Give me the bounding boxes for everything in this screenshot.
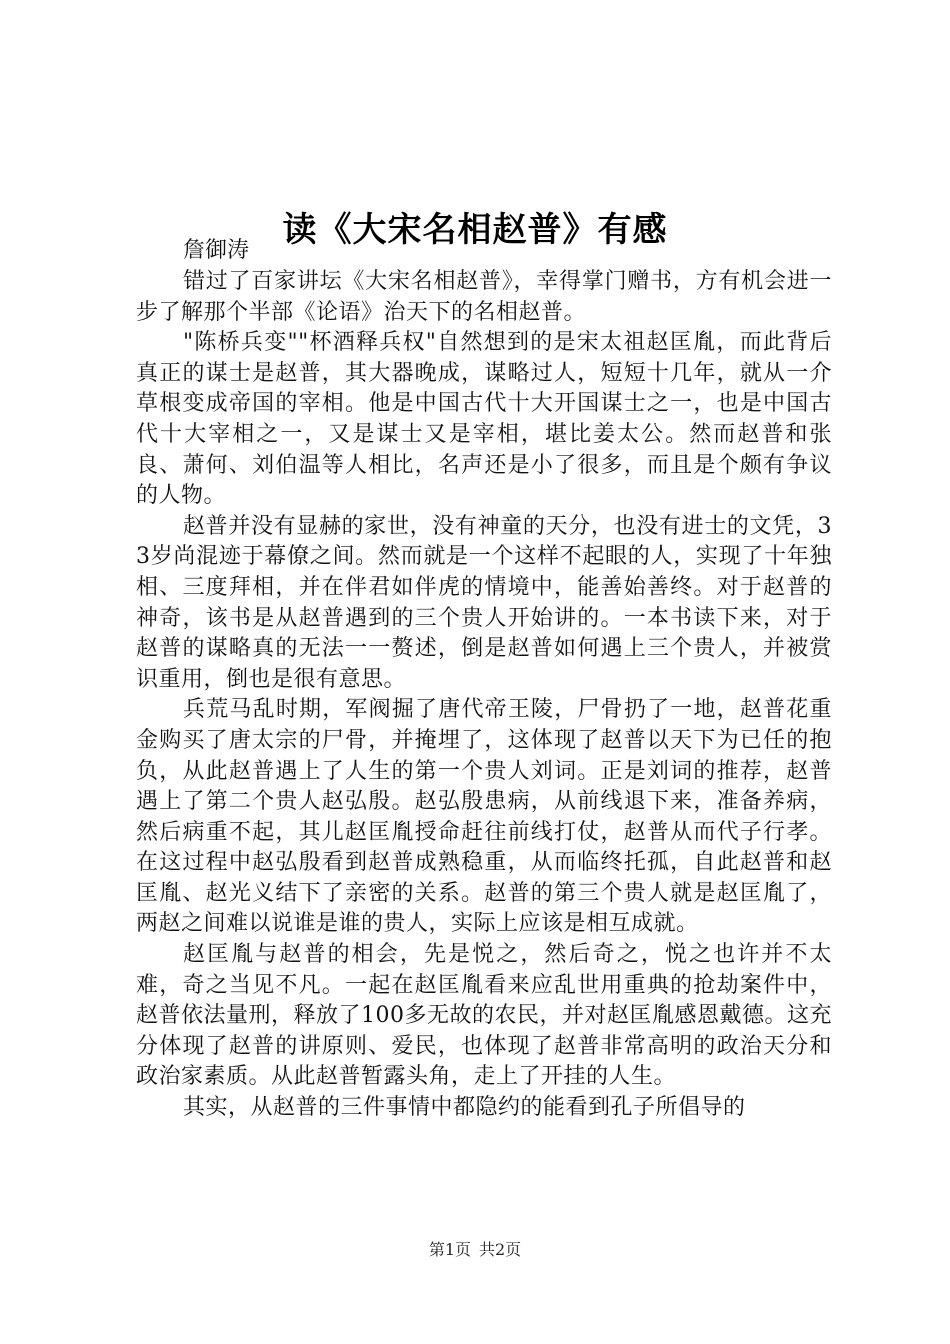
paragraph-conclusion-start: 其实，从赵普的三件事情中都隐约的能看到孔子所倡导的: [183, 1095, 746, 1121]
document-body: [136, 236, 832, 1124]
author-name: 詹御涛: [183, 238, 250, 263]
paragraph-background: "陈桥兵变""杯酒释兵权"自然想到的是宋太祖赵匡胤，而此背后真正的谋士是赵普，其大器晚成，谋略过人，短短十几年，就从一介草根变成帝国的宰相。他是中国古代十大开国谋士之一，也是中国古代十大宰相之一，又是谋士又是宰相，堪比姜太公。然而赵普和张良、萧何、刘伯温等人相比，名声还是小了很多，而且是个颇有争议的人物。: [136, 330, 832, 509]
paragraph-meeting: 赵匡胤与赵普的相会，先是悦之，然后奇之，悦之也许并不太难，奇之当见不凡。一起在赵匡胤看来应乱世用重典的抢劫案件中，赵普依法量刑，释放了100多无故的农民，并对赵匡胤感恩戴德。这充分体现了赵普的讲原则、爱民，也体现了赵普非常高明的政治天分和政治家素质。从此赵普暂露头角，走上了开挂的人生。: [136, 942, 832, 1090]
paragraph-career: 赵普并没有显赫的家世，没有神童的天分，也没有进士的文凭，33岁尚混迹于幕僚之间。然而就是一个这样不起眼的人，实现了十年独相、三度拜相，并在伴君如伴虎的情境中，能善始善终。对于赵普的神奇，该书是从赵普遇到的三个贵人开始讲的。一本书读下来，对于赵普的谋略真的无法一一赘述，倒是赵普如何遇上三个贵人，并被赏识重用，倒也是很有意思。: [136, 513, 832, 692]
page-footer: [0, 1239, 950, 1261]
document-title: 读《大宋名相赵普》有感: [282, 209, 668, 250]
paragraph-three-benefactors: 兵荒马乱时期，军阀掘了唐代帝王陵，尸骨扔了一地，赵普花重金购买了唐太宗的尸骨，并掩埋了，这体现了赵普以天下为已任的抱负，从此赵普遇上了人生的第一个贵人刘词。正是刘词的推荐，赵普遇上了第二个贵人赵弘殷。赵弘殷患病，从前线退下来，准备养病，然后病重不起，其儿赵匡胤授命赶往前线打仗，赵普从而代子行孝。在这过程中赵弘殷看到赵普成熟稳重，从而临终托孤，自此赵普和赵匡胤、赵光义结下了亲密的关系。赵普的第三个贵人就是赵匡胤了，两赵之间难以说谁是谁的贵人，实际上应该是相互成就。: [136, 697, 832, 937]
paragraph-intro: 错过了百家讲坛《大宋名相赵普》，幸得掌门赠书，方有机会进一步了解那个半部《论语》治天下的名相赵普。: [136, 269, 832, 325]
page-number: 第1页: [428, 1240, 471, 1259]
page-total: 共2页: [479, 1240, 522, 1259]
